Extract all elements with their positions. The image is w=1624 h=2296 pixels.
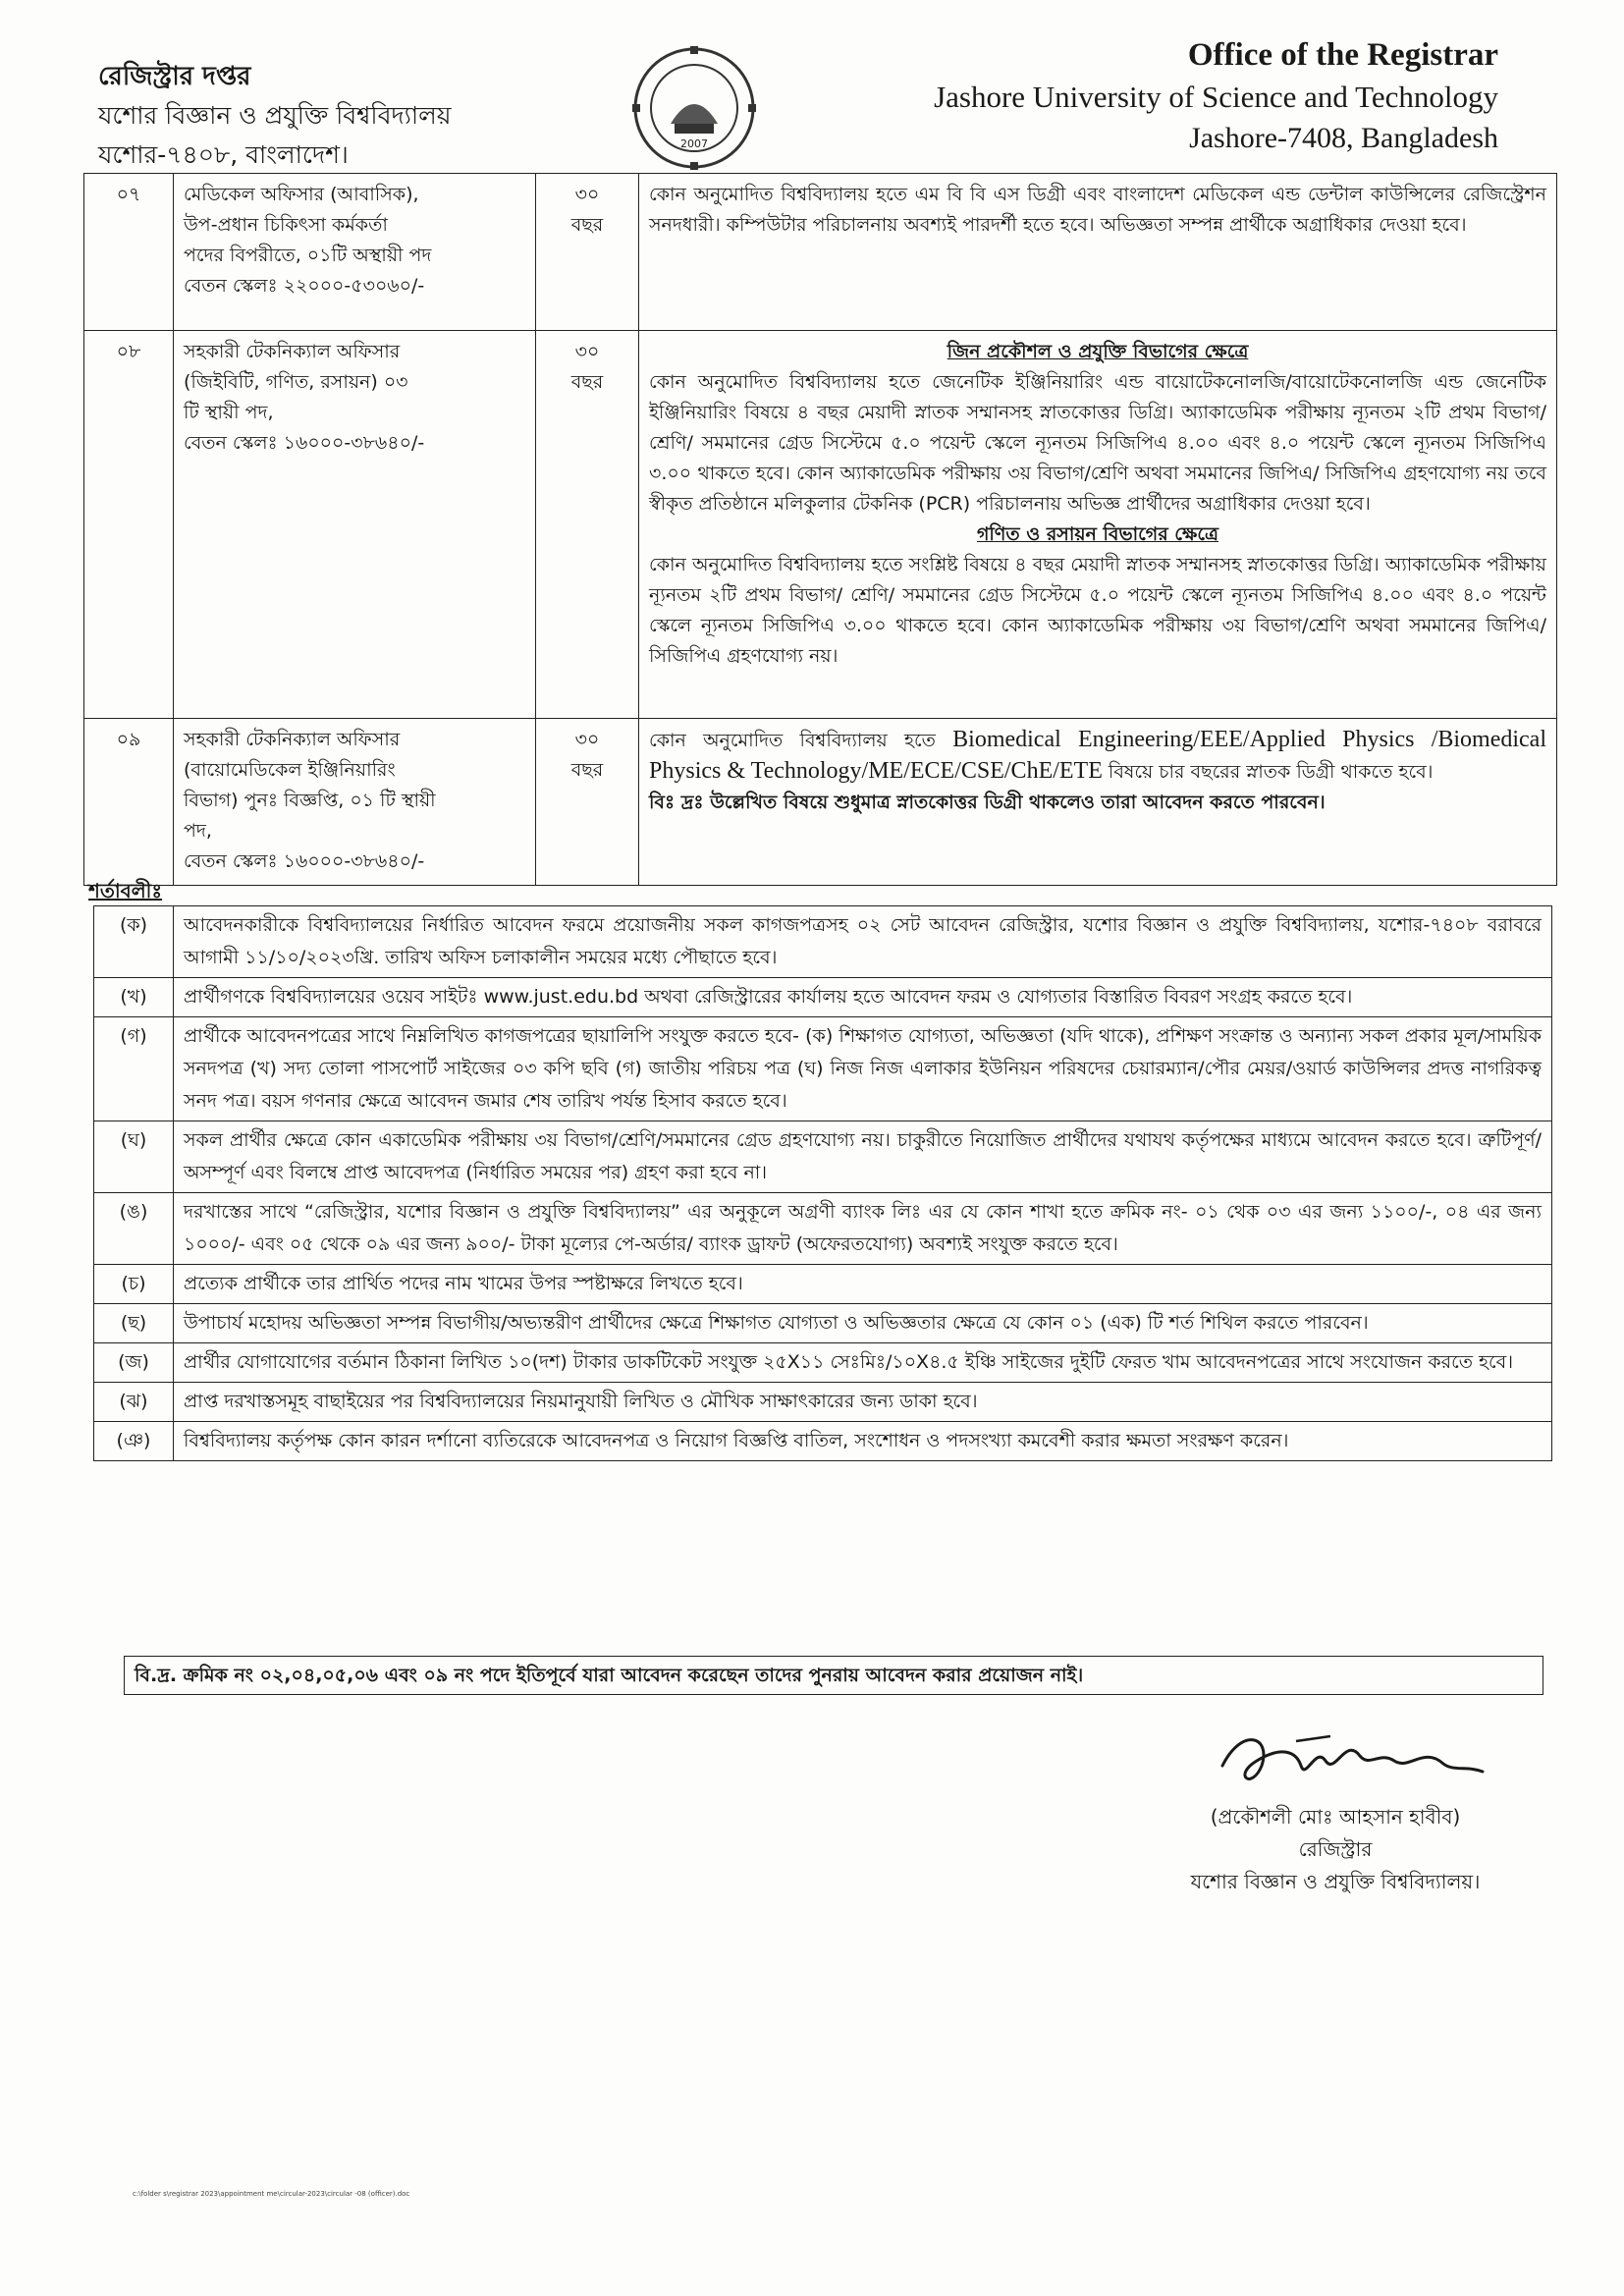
qualification-prefix: কোন অনুমোদিত বিশ্ববিদ্যালয় হতে (649, 730, 936, 751)
condition-row (94, 1343, 1552, 1383)
condition-key: (খ) (94, 978, 174, 1017)
header-bn-university: যশোর বিজ্ঞান ও প্রযুক্তি বিশ্ববিদ্যালয় (98, 101, 452, 130)
post-line: (জিইবিটি, গণিত, রসায়ন) ০৩ (184, 371, 408, 393)
post-line: (বায়োমেডিকেল ইঞ্জিনিয়ারিং (184, 759, 396, 781)
subsection-title: জিন প্রকৌশল ও প্রযুক্তি বিভাগের ক্ষেত্রে (947, 341, 1249, 362)
age-value: ৩০ (574, 729, 600, 750)
header-en-address: Jashore-7408, Bangladesh (1189, 122, 1498, 154)
age-cell (536, 331, 639, 719)
condition-row (94, 1121, 1552, 1193)
post-line: উপ-প্রধান চিকিৎসা কর্মকর্তা (184, 214, 388, 236)
condition-row (94, 1422, 1552, 1461)
condition-row (94, 978, 1552, 1017)
post-line: বিভাগ) পুনঃ বিজ্ঞপ্তি, ০১ টি স্থায়ী (184, 790, 436, 811)
post-line: পদের বিপরীতে, ০১টি অস্থায়ী পদ (184, 245, 432, 266)
signatory-name: (প্রকৌশলী মোঃ আহসান হাবীব) (1210, 1805, 1461, 1829)
subsection-title: গণিত ও রসায়ন বিভাগের ক্ষেত্রে (976, 523, 1219, 545)
condition-row (94, 1304, 1552, 1343)
serial-cell: ০৭ (84, 174, 174, 331)
condition-key: (ঙ) (94, 1193, 174, 1265)
qualification-subjects: Biomedical Engineering/EEE/Applied Physics /Biomedical Physics & Technology/ME/ECE/CSE/ChE/ETE (649, 727, 1547, 784)
university-seal-logo (631, 45, 757, 171)
pay-scale: বেতন স্কেলঃ ১৬০০০-৩৮৬৪০/- (184, 850, 425, 872)
condition-row (94, 1383, 1552, 1422)
handwritten-signature (1203, 1707, 1497, 1805)
table-row (84, 174, 1557, 331)
header-bn-office: রেজিস্ট্রার দপ্তর (98, 62, 251, 91)
special-note: বি.দ্র. ক্রমিক নং ০২,০৪,০৫,০৬ এবং ০৯ নং পদে ইতিপূর্বে যারা আবেদন করেছেন তাদের পুনরায় আবেদন করার প্রয়োজন নাই। (124, 1656, 1543, 1695)
conditions-table (93, 905, 1552, 1461)
post-cell (174, 331, 536, 719)
condition-row (94, 1265, 1552, 1304)
signatory-org: যশোর বিজ্ঞান ও প্রযুক্তি বিশ্ববিদ্যালয়। (1190, 1870, 1481, 1893)
header-english (934, 33, 1498, 159)
pay-scale: বেতন স্কেলঃ ১৬০০০-৩৮৬৪০/- (184, 432, 425, 454)
post-line: পদ, (184, 820, 212, 842)
qualification-cell: কোন অনুমোদিত বিশ্ববিদ্যালয় হতে এম বি বি এস ডিগ্রী এবং বাংলাদেশ মেডিকেল এন্ড ডেন্টাল কাউন্সিলের রেজিস্ট্রেশন সনদধারী। কম্পিউটার পরিচালনায় অবশ্যই পারদর্শী হতে হবে। অভিজ্ঞতা সম্পন্ন প্রার্থীকে অগ্রাধিকার দেওয়া হবে। (639, 174, 1557, 331)
posts-table (83, 173, 1557, 886)
serial-cell: ০৯ (84, 719, 174, 886)
condition-text: সকল প্রার্থীর ক্ষেত্রে কোন একাডেমিক পরীক্ষায় ৩য় বিভাগ/শ্রেণি/সমমানের গ্রেড গ্রহণযোগ্য নয়। চাকুরীতে নিয়োজিত প্রার্থীদের যথাযথ কর্তৃপক্ষের মাধ্যমে আবেদন করতে হবে। ত্রুটিপূর্ণ/অসম্পূর্ণ এবং বিলম্বে প্রাপ্ত আবেদপত্র (নির্ধারিত সময়ের পর) গ্রহণ করা হবে না। (174, 1121, 1552, 1193)
post-cell (174, 719, 536, 886)
condition-key: (ঞ) (94, 1422, 174, 1461)
table-row (84, 719, 1557, 886)
condition-text: দরখাস্তের সাথে “রেজিস্ট্রার, যশোর বিজ্ঞান ও প্রযুক্তি বিশ্ববিদ্যালয়” এর অনুকূলে অগ্রণী ব্যাংক লিঃ এর যে কোন শাখা হতে ক্রমিক নং- ০১ থেক ০৩ এর জন্য ১১০০/-, ০৪ এর জন্য ১০০০/- এবং ০৫ থেকে ০৯ এর জন্য ৯০০/- টাকা মূল্যের পে-অর্ডার/ ব্যাংক ড্রাফট (অফেরতযোগ্য) অবশ্যই সংযুক্ত করতে হবে। (174, 1193, 1552, 1265)
signatory-block (1149, 1801, 1522, 1898)
condition-text: প্রার্থীগণকে বিশ্ববিদ্যালয়ের ওয়েব সাইটঃ www.just.edu.bd অথবা রেজিস্ট্রারের কার্যালয় হতে আবেদন ফরম ও যোগ্যতার বিস্তারিত বিবরণ সংগ্রহ করতে হবে। (174, 978, 1552, 1017)
header-bangla (98, 57, 452, 175)
post-line: মেডিকেল অফিসার (আবাসিক), (184, 184, 419, 205)
post-line: টি স্থায়ী পদ, (184, 402, 274, 423)
condition-key: (জ) (94, 1343, 174, 1383)
qualification-cell (639, 331, 1557, 719)
condition-text: প্রাপ্ত দরখাস্তসমূহ বাছাইয়ের পর বিশ্ববিদ্যালয়ের নিয়মানুযায়ী লিখিত ও মৌখিক সাক্ষাৎকারের জন্য ডাকা হবে। (174, 1383, 1552, 1422)
condition-row (94, 906, 1552, 978)
conditions-title: শর্তাবলীঃ (88, 879, 163, 902)
qualification-suffix: বিষয়ে চার বছরের স্নাতক ডিগ্রী থাকতে হবে। (1108, 761, 1434, 783)
header-en-office: Office of the Registrar (1187, 37, 1498, 73)
table-row (84, 331, 1557, 719)
age-cell (536, 174, 639, 331)
age-unit: বছর (570, 371, 604, 393)
condition-key: (ঘ) (94, 1121, 174, 1193)
condition-key: (ঝ) (94, 1383, 174, 1422)
post-line: সহকারী টেকনিক্যাল অফিসার (184, 729, 401, 750)
condition-text: উপাচার্য মহোদয় অভিজ্ঞতা সম্পন্ন বিভাগীয়/অভ্যন্তরীণ প্রার্থীদের ক্ষেত্রে শিক্ষাগত যোগ্যতা ও অভিজ্ঞতার ক্ষেত্রে যে কোন ০১ (এক) টি শর্ত শিথিল করতে পারবেন। (174, 1304, 1552, 1343)
header-en-university: Jashore University of Science and Technology (934, 80, 1498, 114)
condition-row (94, 1017, 1552, 1121)
condition-text: প্রার্থীর যোগাযোগের বর্তমান ঠিকানা লিখিত ১০(দশ) টাকার ডাকটিকেট সংযুক্ত ২৫X১১ সেঃমিঃ/১০X৪.৫ ইঞ্চি সাইজের দুইটি ফেরত খাম আবেদনপত্রের সাথে সংযোজন করতে হবে। (174, 1343, 1552, 1383)
condition-row (94, 1193, 1552, 1265)
file-path-footer: c:\folder s\registrar 2023\appointment me\circular-2023\circular -08 (officer).doc (133, 2190, 410, 2198)
condition-key: (চ) (94, 1265, 174, 1304)
logo-year: 2007 (680, 137, 708, 150)
condition-text: আবেদনকারীকে বিশ্ববিদ্যালয়ের নির্ধারিত আবেদন ফরমে প্রয়োজনীয় সকল কাগজপত্রসহ ০২ সেট আবেদন রেজিস্ট্রার, যশোর বিজ্ঞান ও প্রযুক্তি বিশ্ববিদ্যালয়, যশোর-৭৪০৮ বরাবরে আগামী ১১/১০/২০২৩খ্রি. তারিখ অফিস চলাকালীন সময়ের মধ্যে পৌছাতে হবে। (174, 906, 1552, 978)
serial-cell: ০৮ (84, 331, 174, 719)
condition-text: প্রার্থীকে আবেদনপত্রের সাথে নিম্নলিখিত কাগজপত্রের ছায়ালিপি সংযুক্ত করতে হবে- (ক) শিক্ষাগত যোগ্যতা, অভিজ্ঞতা (যদি থাকে), প্রশিক্ষণ সংক্রান্ত ও অন্যান্য সকল প্রকার মূল/সাময়িক সনদপত্র (খ) সদ্য তোলা পাসপোর্ট সাইজের ০৩ কপি ছবি (গ) জাতীয় পরিচয় পত্র (ঘ) নিজ নিজ এলাকার ইউনিয়ন পরিষদের চেয়ারম্যান/পৌর মেয়র/ওয়ার্ড কাউন্সিলর প্রদত্ত নাগরিকত্ব সনদ পত্র। বয়স গণনার ক্ষেত্রে আবেদন জমার শেষ তারিখ পর্যন্ত হিসাব করতে হবে। (174, 1017, 1552, 1121)
age-unit: বছর (570, 759, 604, 781)
pay-scale: বেতন স্কেলঃ ২২০০০-৫৩০৬০/- (184, 275, 425, 297)
age-unit: বছর (570, 214, 604, 236)
subsection-text: কোন অনুমোদিত বিশ্ববিদ্যালয় হতে সংশ্লিষ্ট বিষয়ে ৪ বছর মেয়াদী স্নাতক সম্মানসহ স্নাতকোত্তর ডিগ্রি। অ্যাকাডেমিক পরীক্ষায় ন্যূনতম ২টি প্রথম বিভাগ/ শ্রেণি/ সমমানের গ্রেড সিস্টেমে ৫.০ পয়েন্ট স্কেলে ন্যূনতম সিজিপিএ ৪.০০ এবং ৪.০ পয়েন্ট স্কেলে ন্যূনতম সিজিপিএ ৩.০০ থাকতে হবে। কোন অ্যাকাডেমিক পরীক্ষায় ৩য় বিভাগ/শ্রেণি অথবা সমমানের জিপিএ/ সিজিপিএ গ্রহণযোগ্য নয়। (649, 554, 1546, 667)
post-line: সহকারী টেকনিক্যাল অফিসার (184, 341, 401, 362)
signatory-title: রেজিস্ট্রার (1298, 1837, 1373, 1861)
subsection-text: কোন অনুমোদিত বিশ্ববিদ্যালয় হতে জেনেটিক ইঞ্জিনিয়ারিং এন্ড বায়োটেকনোলজি/বায়োটেকনোলজি এন্ড জেনেটিক ইঞ্জিনিয়ারিং বিষয়ে ৪ বছর মেয়াদী স্নাতক সম্মানসহ স্নাতকোত্তর ডিগ্রি। অ্যাকাডেমিক পরীক্ষায় ন্যূনতম ২টি প্রথম বিভাগ/ শ্রেণি/ সমমানের গ্রেড সিস্টেমে ৫.০ পয়েন্ট স্কেলে ন্যূনতম সিজিপিএ ৪.০০ এবং ৪.০ পয়েন্ট স্কেলে ন্যূনতম সিজিপিএ ৩.০০ থাকতে হবে। কোন অ্যাকাডেমিক পরীক্ষায় ৩য় বিভাগ/শ্রেণি অথবা সমমানের জিপিএ/ সিজিপিএ গ্রহণযোগ্য নয় তবে স্বীকৃত প্রতিষ্ঠানে মলিকুলার টেকনিক (PCR) পরিচালনায় অভিজ্ঞ প্রার্থীদের অগ্রাধিকার দেওয়া হবে। (649, 371, 1546, 515)
header-bn-address: যশোর-৭৪০৮, বাংলাদেশ। (98, 140, 349, 169)
post-cell (174, 174, 536, 331)
condition-key: (গ) (94, 1017, 174, 1121)
qualification-note: বিঃ দ্রঃ উল্লেখিত বিষয়ে শুধুমাত্র স্নাতকোত্তর ডিগ্রী থাকলেও তারা আবেদন করতে পারবেন। (649, 792, 1326, 813)
qualification-cell (639, 719, 1557, 886)
condition-text: বিশ্ববিদ্যালয় কর্তৃপক্ষ কোন কারন দর্শানো ব্যতিরেকে আবেদনপত্র ও নিয়োগ বিজ্ঞপ্তি বাতিল, সংশোধন ও পদসংখ্যা কমবেশী করার ক্ষমতা সংরক্ষণ করেন। (174, 1422, 1552, 1461)
age-cell (536, 719, 639, 886)
age-value: ৩০ (574, 341, 600, 362)
age-value: ৩০ (574, 184, 600, 205)
condition-text: প্রত্যেক প্রার্থীকে তার প্রার্থিত পদের নাম খামের উপর স্পষ্টাক্ষরে লিখতে হবে। (174, 1265, 1552, 1304)
condition-key: (ক) (94, 906, 174, 978)
condition-key: (ছ) (94, 1304, 174, 1343)
